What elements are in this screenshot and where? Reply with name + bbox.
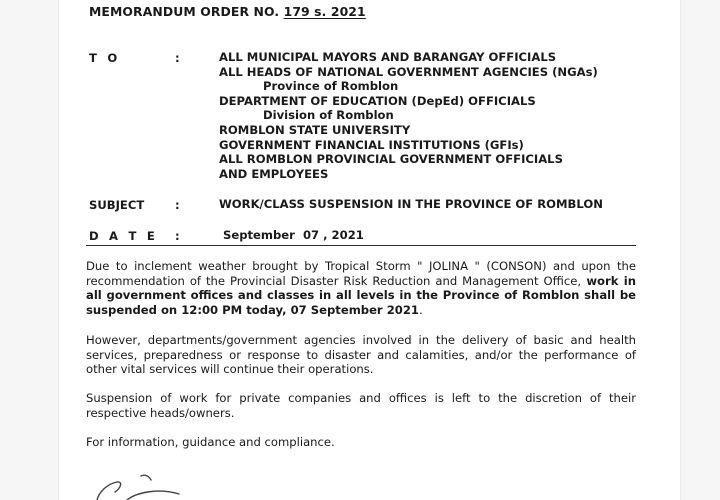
recipient: Province of Romblon bbox=[263, 79, 399, 94]
memo-title-prefix: MEMORANDUM ORDER NO. bbox=[89, 4, 280, 19]
paragraph-1-bold: work in all government offices and classes in all levels in the Province of Romblon shall be suspended on 12:00 PM today, 07 September 2021 bbox=[86, 273, 636, 317]
date-value: September 07 , 2021 bbox=[223, 228, 364, 242]
memo-title bbox=[89, 4, 366, 19]
memo-page bbox=[58, 0, 681, 500]
signature-icon bbox=[79, 462, 279, 500]
paragraph-1-text: Due to inclement weather brought by Tropical Storm " JOLINA " (CONSON) and upon the recommendation of the Provincial Disaster Risk Reduction and Management Office, bbox=[86, 259, 636, 288]
to-colon: : bbox=[175, 51, 180, 65]
paragraph-1 bbox=[86, 259, 636, 317]
subject-value: WORK/CLASS SUSPENSION IN THE PROVINCE OF ROMBLON bbox=[219, 197, 603, 211]
paragraph-1-end: . bbox=[418, 302, 423, 317]
recipient: Division of Romblon bbox=[263, 108, 394, 123]
header-divider bbox=[86, 245, 636, 246]
recipient: AND EMPLOYEES bbox=[219, 166, 329, 181]
date-label: D A T E bbox=[89, 229, 158, 243]
recipient: DEPARTMENT OF EDUCATION (DepEd) OFFICIALS bbox=[219, 93, 536, 108]
subject-label: SUBJECT bbox=[89, 198, 145, 212]
recipient: GOVERNMENT FINANCIAL INSTITUTIONS (GFIs) bbox=[219, 137, 524, 152]
recipient: ROMBLON STATE UNIVERSITY bbox=[219, 122, 411, 137]
paragraph-4: For information, guidance and compliance. bbox=[86, 435, 335, 449]
recipients-list bbox=[219, 50, 598, 181]
recipient: ALL HEADS OF NATIONAL GOVERNMENT AGENCIES (NGAs) bbox=[219, 64, 598, 79]
memo-order-number: 179 s. 2021 bbox=[283, 4, 366, 19]
subject-colon: : bbox=[175, 198, 180, 212]
to-label: T O bbox=[89, 51, 121, 65]
recipient: ALL MUNICIPAL MAYORS AND BARANGAY OFFICIALS bbox=[219, 50, 557, 64]
paragraph-3: Suspension of work for private companies and offices is left to the discretion of their respective heads/owners. bbox=[86, 391, 636, 420]
paragraph-2: However, departments/government agencies involved in the delivery of basic and health services, preparedness or response to disaster and calamities, and/or the performance of other vital services will continue their operations. bbox=[86, 333, 636, 377]
recipient: ALL ROMBLON PROVINCIAL GOVERNMENT OFFICIALS bbox=[219, 152, 563, 167]
date-colon: : bbox=[175, 229, 180, 243]
